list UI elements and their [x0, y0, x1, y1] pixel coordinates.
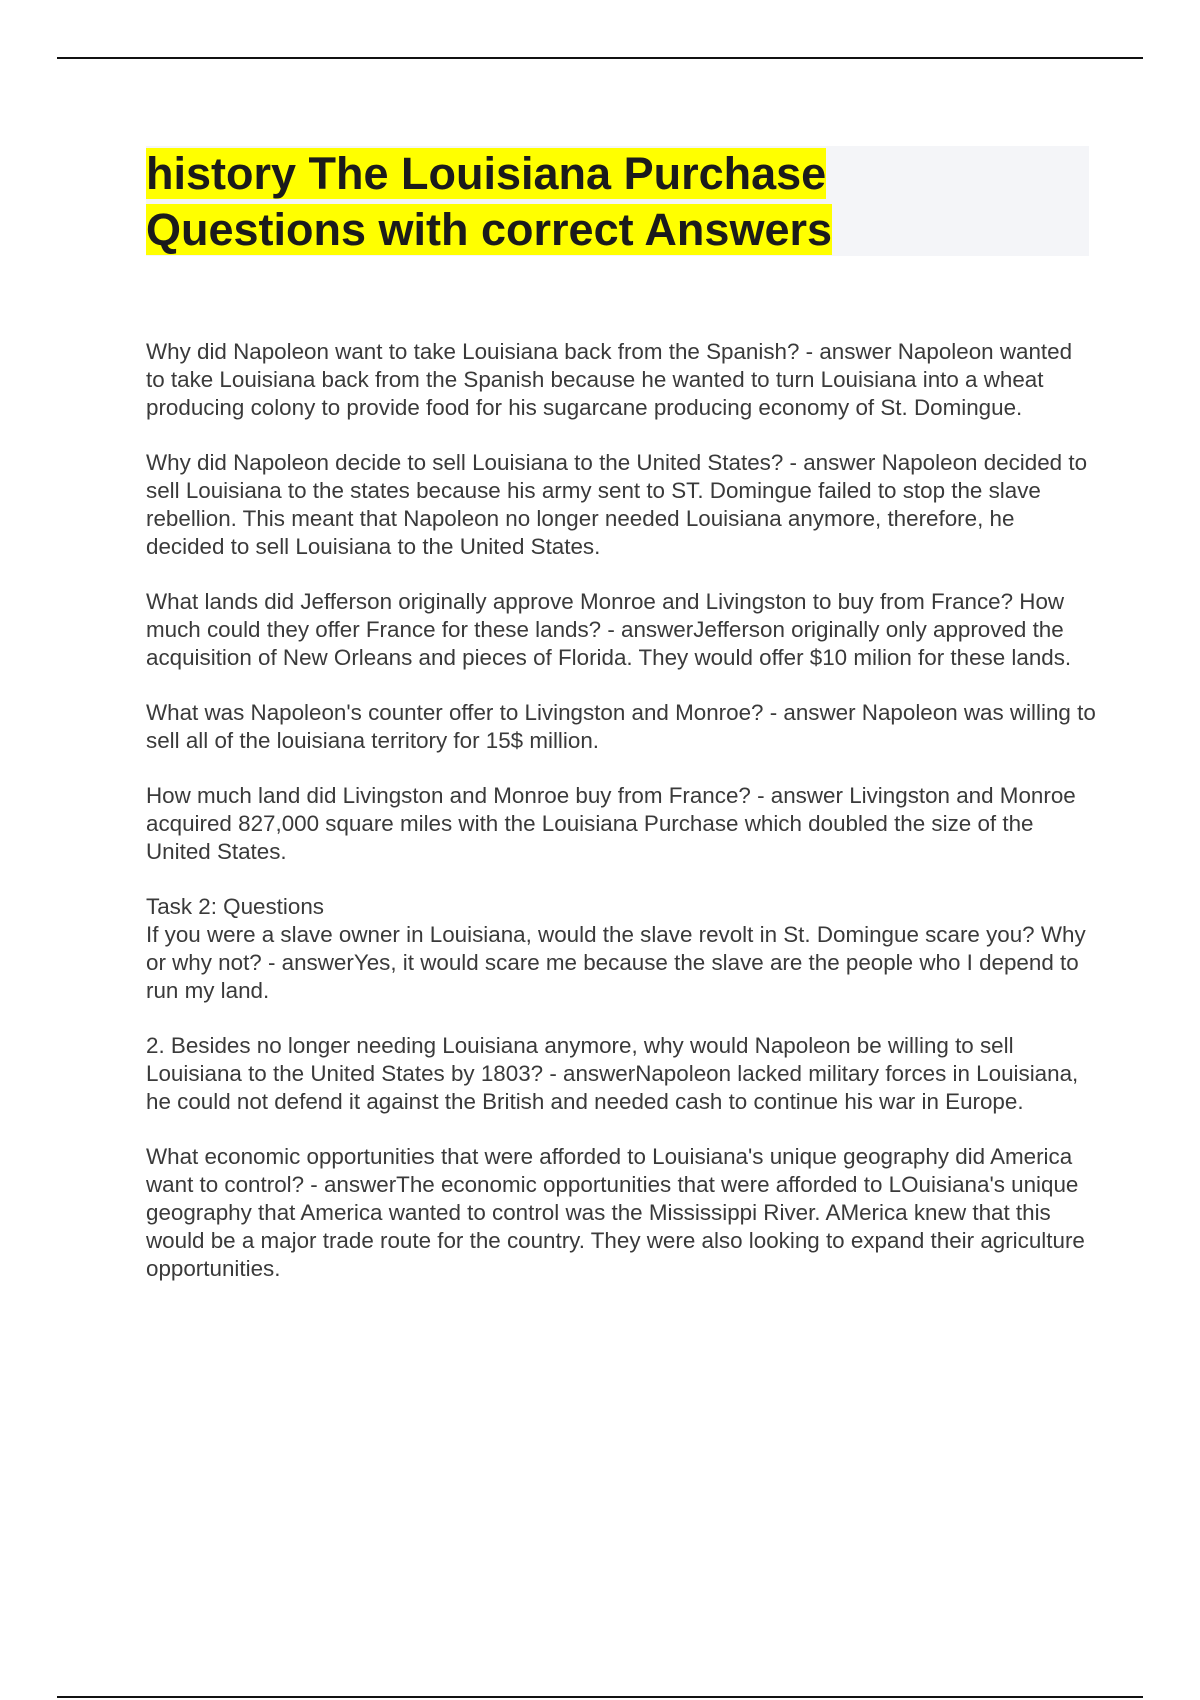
document-title: [146, 146, 1089, 258]
question-text: If you were a slave owner in Louisiana, would the slave revolt in St. Domingue scare you? Why or why not? - answer: [146, 922, 1086, 975]
qa-item-6: [146, 893, 1096, 1005]
title-line-2: Questions with correct Answers: [146, 204, 833, 255]
question-text: What lands did Jefferson originally approve Monroe and Livingston to buy from France? How much could they offer France for these lands? - answer: [146, 589, 1065, 642]
footer-rule: [57, 1696, 1143, 1698]
question-text: Why did Napoleon decide to sell Louisiana to the United States? - answer: [146, 450, 876, 475]
title-line-1: history The Louisiana Purchase: [146, 148, 827, 199]
answer-text: Napoleon lacked military forces in Louisiana, he could not defend it against the British and needed cash to continue his war in Europe.: [146, 1061, 1079, 1114]
qa-item-1: [146, 338, 1096, 422]
answer-text: Napoleon was willing to sell all of the louisiana territory for 15$ million.: [146, 700, 1096, 753]
qa-item-8: [146, 1143, 1096, 1283]
qa-item-2: [146, 449, 1096, 561]
answer-text: Jefferson originally only approved the acquisition of New Orleans and pieces of Florida. They would offer $10 milion for these lands.: [146, 617, 1072, 670]
answer-text: Livingston and Monroe acquired 827,000 square miles with the Louisiana Purchase which doubled the size of the United States.: [146, 783, 1076, 864]
answer-text: Napoleon wanted to take Louisiana back from the Spanish because he wanted to turn Louisiana into a wheat producing colony to provide food for his sugarcane producing economy of St. Domingue.: [146, 339, 1073, 420]
answer-text: Yes, it would scare me because the slave are the people who I depend to run my land.: [146, 950, 1079, 1003]
qa-list: [146, 338, 1096, 1310]
question-text: How much land did Livingston and Monroe buy from France? - answer: [146, 783, 843, 808]
question-text: What was Napoleon's counter offer to Livingston and Monroe? - answer: [146, 700, 856, 725]
qa-item-7: [146, 1032, 1096, 1116]
header-rule: [57, 57, 1143, 59]
title-block: [146, 146, 1089, 256]
task-heading: Task 2: Questions: [146, 894, 324, 919]
question-text: Why did Napoleon want to take Louisiana back from the Spanish? - answer: [146, 339, 892, 364]
question-text: What economic opportunities that were afforded to Louisiana's unique geography did America want to control? - answer: [146, 1144, 1073, 1197]
qa-item-3: [146, 588, 1096, 672]
answer-text: Napoleon decided to sell Louisiana to the states because his army sent to ST. Domingue failed to stop the slave rebellion. This meant that Napoleon no longer needed Louisiana anymore, therefore, he decided to sell Louisiana to the United States.: [146, 450, 1088, 559]
qa-item-4: [146, 699, 1096, 755]
answer-text: The economic opportunities that were afforded to LOuisiana's unique geography that America wanted to control was the Mississippi River. AMerica knew that this would be a major trade route for the country. They were also looking to expand their agriculture opportunities.: [146, 1172, 1085, 1281]
qa-item-5: [146, 782, 1096, 866]
question-text: 2. Besides no longer needing Louisiana anymore, why would Napoleon be willing to sell Louisiana to the United States by 1803? - answer: [146, 1033, 1014, 1086]
